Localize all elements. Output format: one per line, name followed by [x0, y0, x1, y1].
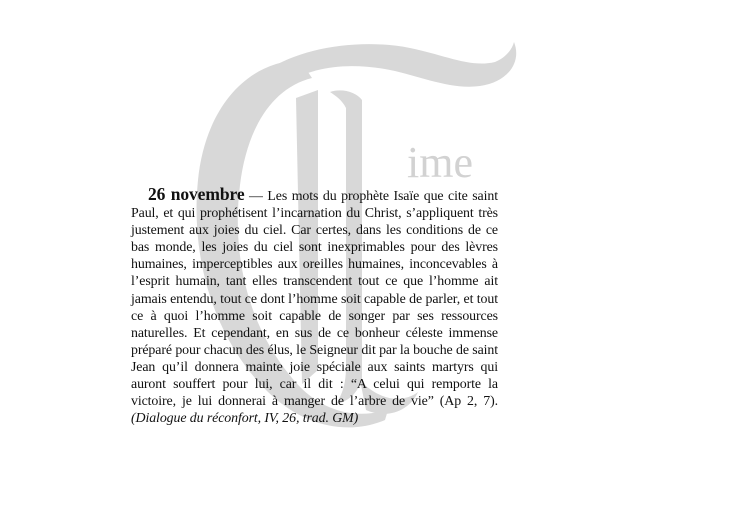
entry-dash: —	[244, 189, 268, 204]
entry-citation: (Dialogue du réconfort, IV, 26, trad. GM)	[131, 411, 359, 427]
watermark-letters: ime	[407, 138, 473, 187]
entry-date: 26 novembre	[148, 184, 245, 204]
entry-body: Les mots du prophète Isaïe que cite saint Paul, et qui prophétisent l’incarnation du Christ, s’appliquent très justement aux joies du ciel. Car certes, dans les conditions de ce bas monde, les joies du ciel sont inexprimables pour des lèvres humaines, imperceptibles aux oreilles humaines, inconcevables à l’esprit humain, tant elles transcendent tout ce que l’homme ait jamais entendu, tout ce dont l’homme soit capable de parler, et tout ce à quoi l’homme soit capable de songer par ses ressources naturelles. Et cependant, en sus de ce bonheur céleste immense préparé pour chacun des élus, le Seigneur dit par la bouche de saint Jean qu’il donnera mainte joie spéciale aux saints martyrs qui auront souffert pour lui, car il dit : “A celui qui remporte la victoire, je lui donnerai à manger de l’arbre de vie” (Ap 2, 7).	[131, 189, 498, 410]
devotional-entry	[131, 186, 498, 427]
